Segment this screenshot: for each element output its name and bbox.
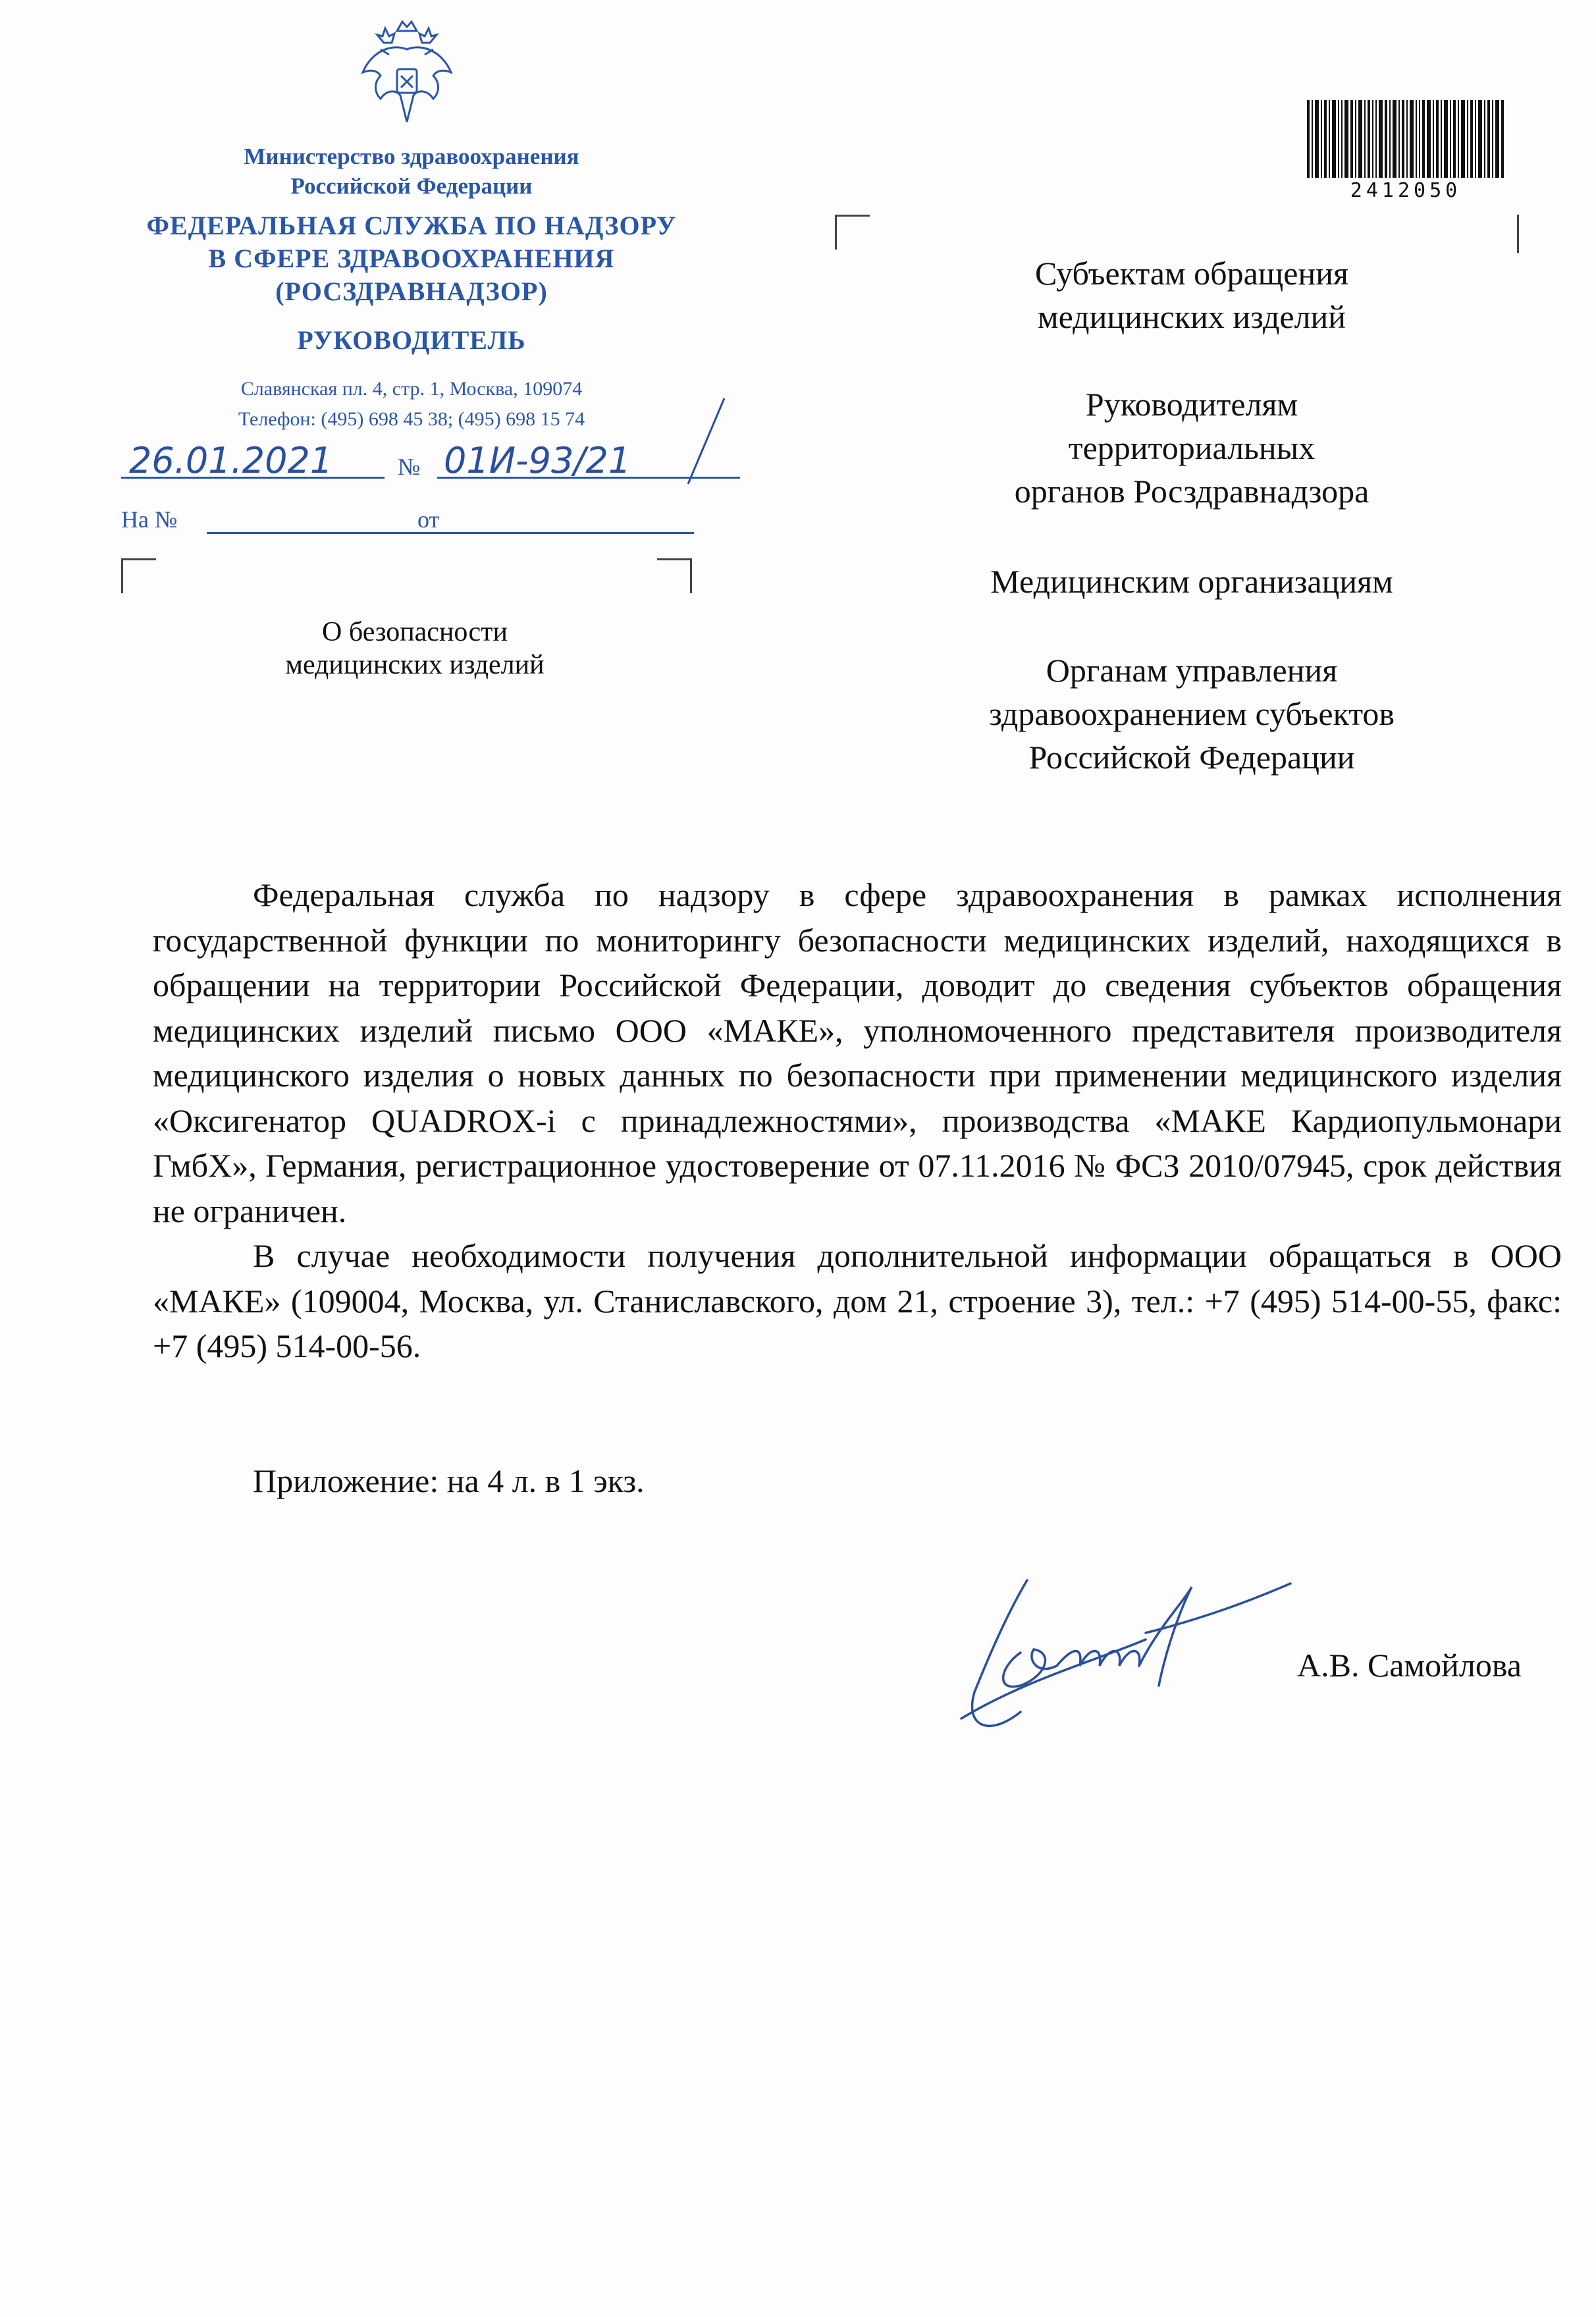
ministry-line-2: Российской Федерации (290, 173, 533, 199)
addressee-line: медицинских изделий (1037, 298, 1346, 335)
service-line-1: ФЕДЕРАЛЬНАЯ СЛУЖБА ПО НАДЗОРУ (146, 211, 677, 240)
service-name (99, 209, 724, 308)
ministry-line-1: Министерство здравоохранения (244, 144, 579, 169)
addressee-line: Медицинским организациям (990, 563, 1393, 600)
ref-date-underline (464, 532, 694, 534)
addressee-block-4 (895, 649, 1488, 779)
addressee-line: Органам управления (1046, 652, 1338, 689)
addressee-bracket-left (835, 215, 870, 250)
addressee-line: здравоохранением субъектов (988, 695, 1395, 732)
addressee-line: территориальных (1068, 429, 1316, 466)
addressee-bracket-right (1517, 215, 1519, 253)
ministry-name (99, 142, 724, 201)
registration-number: 01И-93/21 (444, 440, 631, 481)
addressee-line: Субъектам обращения (1035, 255, 1348, 292)
registration-date: 26.01.2021 (129, 440, 333, 481)
head-title: РУКОВОДИТЕЛЬ (297, 325, 526, 355)
date-underline (121, 477, 385, 479)
signer-name: А.В. Самойлова (1297, 1647, 1522, 1684)
service-line-2: В СФЕРЕ ЗДРАВООХРАНЕНИЯ (208, 244, 615, 273)
bracket-top-right (657, 558, 692, 593)
appendix-note: Приложение: на 4 л. в 1 экз. (253, 1462, 645, 1499)
letter-body (153, 872, 1562, 1369)
number-label: № (398, 454, 421, 480)
bracket-top-left (121, 558, 156, 593)
subject-line-1: О безопасности (322, 617, 508, 647)
subject-text (217, 616, 612, 681)
ref-number-label: На № (121, 506, 178, 533)
ref-from-label: от (417, 506, 440, 533)
body-paragraph-2: В случае необходимости получения дополнительной информации обращаться в ООО «МАКЕ» (109004, Москва, ул. Станиславского, дом 21, строение 3), тел.: +7 (495) 514-00-55, факс: +7 (495) 514-00-56. (153, 1237, 1562, 1364)
barcode-number: 2412050 (1350, 179, 1462, 202)
addressee-line: Руководителям (1085, 386, 1298, 423)
address-text: Славянская пл. 4, стр. 1, Москва, 109074 (240, 378, 583, 400)
addressee-block-1 (895, 252, 1488, 338)
subject-line-2: медицинских изделий (285, 650, 545, 680)
body-paragraph-1: Федеральная служба по надзору в сфере здравоохранения в рамках исполнения государственной функции по мониторингу безопасности медицинских изделий, находящихся в обращении на территории Российской Федерации, доводит до сведения субъектов обращения медицинских изделий письмо ООО «МАКЕ», уполномоченного представителя производителя медицинского изделия о новых данных по безопасности при применении медицинского изделия «Оксигенатор QUADROX-i с принадлежностями», производства «МАКЕ Кардиопульмонари ГмбХ», Германия, регистрационное удостоверение от 07.11.2016 № ФСЗ 2010/07945, срок действия не ограничен. (153, 876, 1562, 1229)
service-line-3: (РОСЗДРАВНАДЗОР) (275, 277, 548, 306)
addressee-line: органов Росздравнадзора (1014, 473, 1370, 510)
barcode-icon (1307, 100, 1504, 178)
addressee-line: Российской Федерации (1028, 739, 1355, 776)
contacts (99, 374, 724, 435)
number-underline (437, 477, 740, 479)
addressee-block-2 (895, 383, 1488, 513)
phone-text: Телефон: (495) 698 45 38; (495) 698 15 74 (238, 408, 585, 430)
registration-line (121, 435, 753, 494)
addressee-block-3 (895, 560, 1488, 603)
reference-line (121, 500, 701, 540)
coat-of-arms-icon (351, 16, 463, 128)
